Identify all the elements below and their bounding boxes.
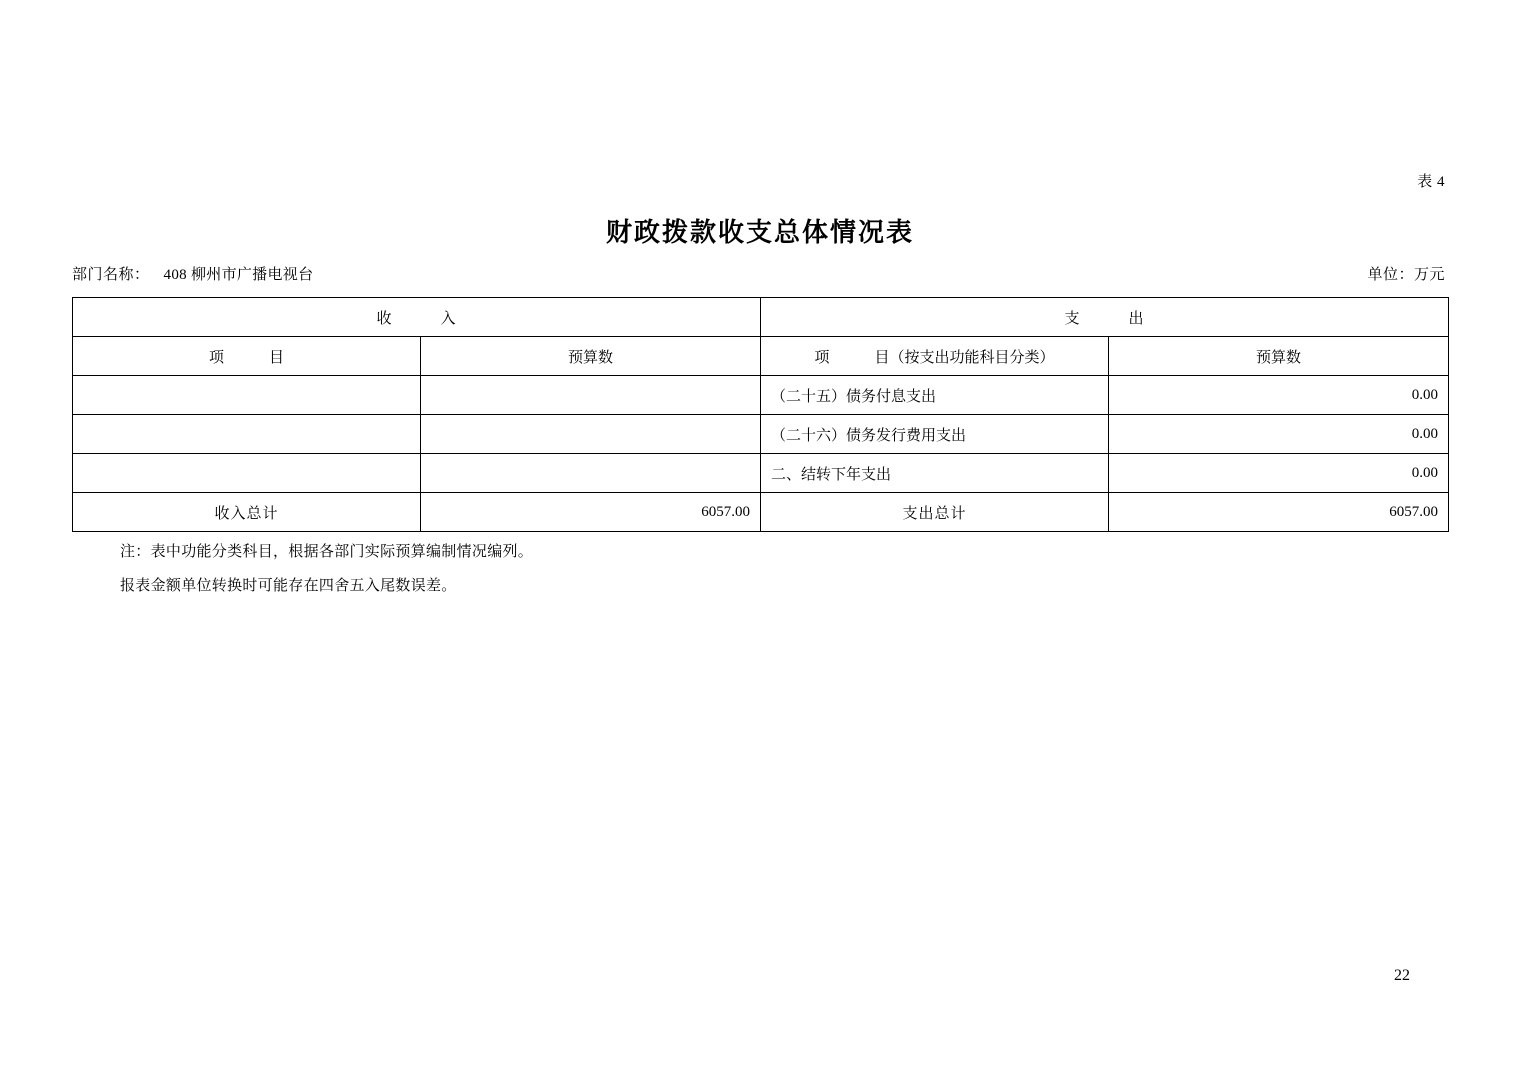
group-header-expense: 支 出 xyxy=(761,298,1449,337)
total-value-expense: 6057.00 xyxy=(1109,493,1449,532)
cell-expense-budget: 0.00 xyxy=(1109,376,1449,415)
cell-expense-budget: 0.00 xyxy=(1109,415,1449,454)
cell-expense-item: 二、结转下年支出 xyxy=(761,454,1109,493)
cell-income-budget xyxy=(421,376,761,415)
table-row xyxy=(73,376,1449,415)
department-info xyxy=(72,263,313,284)
table-notes xyxy=(120,535,533,603)
column-header-income-item: 项 目 xyxy=(73,337,421,376)
cell-income-budget xyxy=(421,454,761,493)
total-label-income: 收入总计 xyxy=(73,493,421,532)
cell-expense-item: （二十五）债务付息支出 xyxy=(761,376,1109,415)
page-title: 财政拨款收支总体情况表 xyxy=(605,218,914,247)
cell-income-item xyxy=(73,376,421,415)
financial-allocation-table xyxy=(72,297,1449,532)
total-value-income: 6057.00 xyxy=(421,493,761,532)
cell-income-budget xyxy=(421,415,761,454)
document-meta xyxy=(72,263,1445,284)
column-header-expense-item: 项 目（按支出功能科目分类） xyxy=(761,337,1109,376)
page-number: 22 xyxy=(1394,967,1410,984)
cell-expense-item: （二十六）债务发行费用支出 xyxy=(761,415,1109,454)
cell-expense-budget: 0.00 xyxy=(1109,454,1449,493)
total-label-expense: 支出总计 xyxy=(761,493,1109,532)
column-header-expense-budget: 预算数 xyxy=(1109,337,1449,376)
cell-income-item xyxy=(73,415,421,454)
table-total-row xyxy=(73,493,1449,532)
department-label: 部门名称： xyxy=(72,267,150,283)
table-column-header-row xyxy=(73,337,1449,376)
unit-note: 单位：万元 xyxy=(1367,267,1445,283)
group-header-income: 收 入 xyxy=(73,298,761,337)
table-group-header-row xyxy=(73,298,1449,337)
column-header-income-budget: 预算数 xyxy=(421,337,761,376)
cell-income-item xyxy=(73,454,421,493)
note-line-2: 报表金额单位转换时可能存在四舍五入尾数误差。 xyxy=(120,578,457,594)
table-label: 表 4 xyxy=(1417,174,1445,190)
note-line-1: 注：表中功能分类科目，根据各部门实际预算编制情况编列。 xyxy=(120,544,534,560)
department-value: 408 柳州市广播电视台 xyxy=(163,267,314,283)
table-row xyxy=(73,415,1449,454)
table-row xyxy=(73,454,1449,493)
